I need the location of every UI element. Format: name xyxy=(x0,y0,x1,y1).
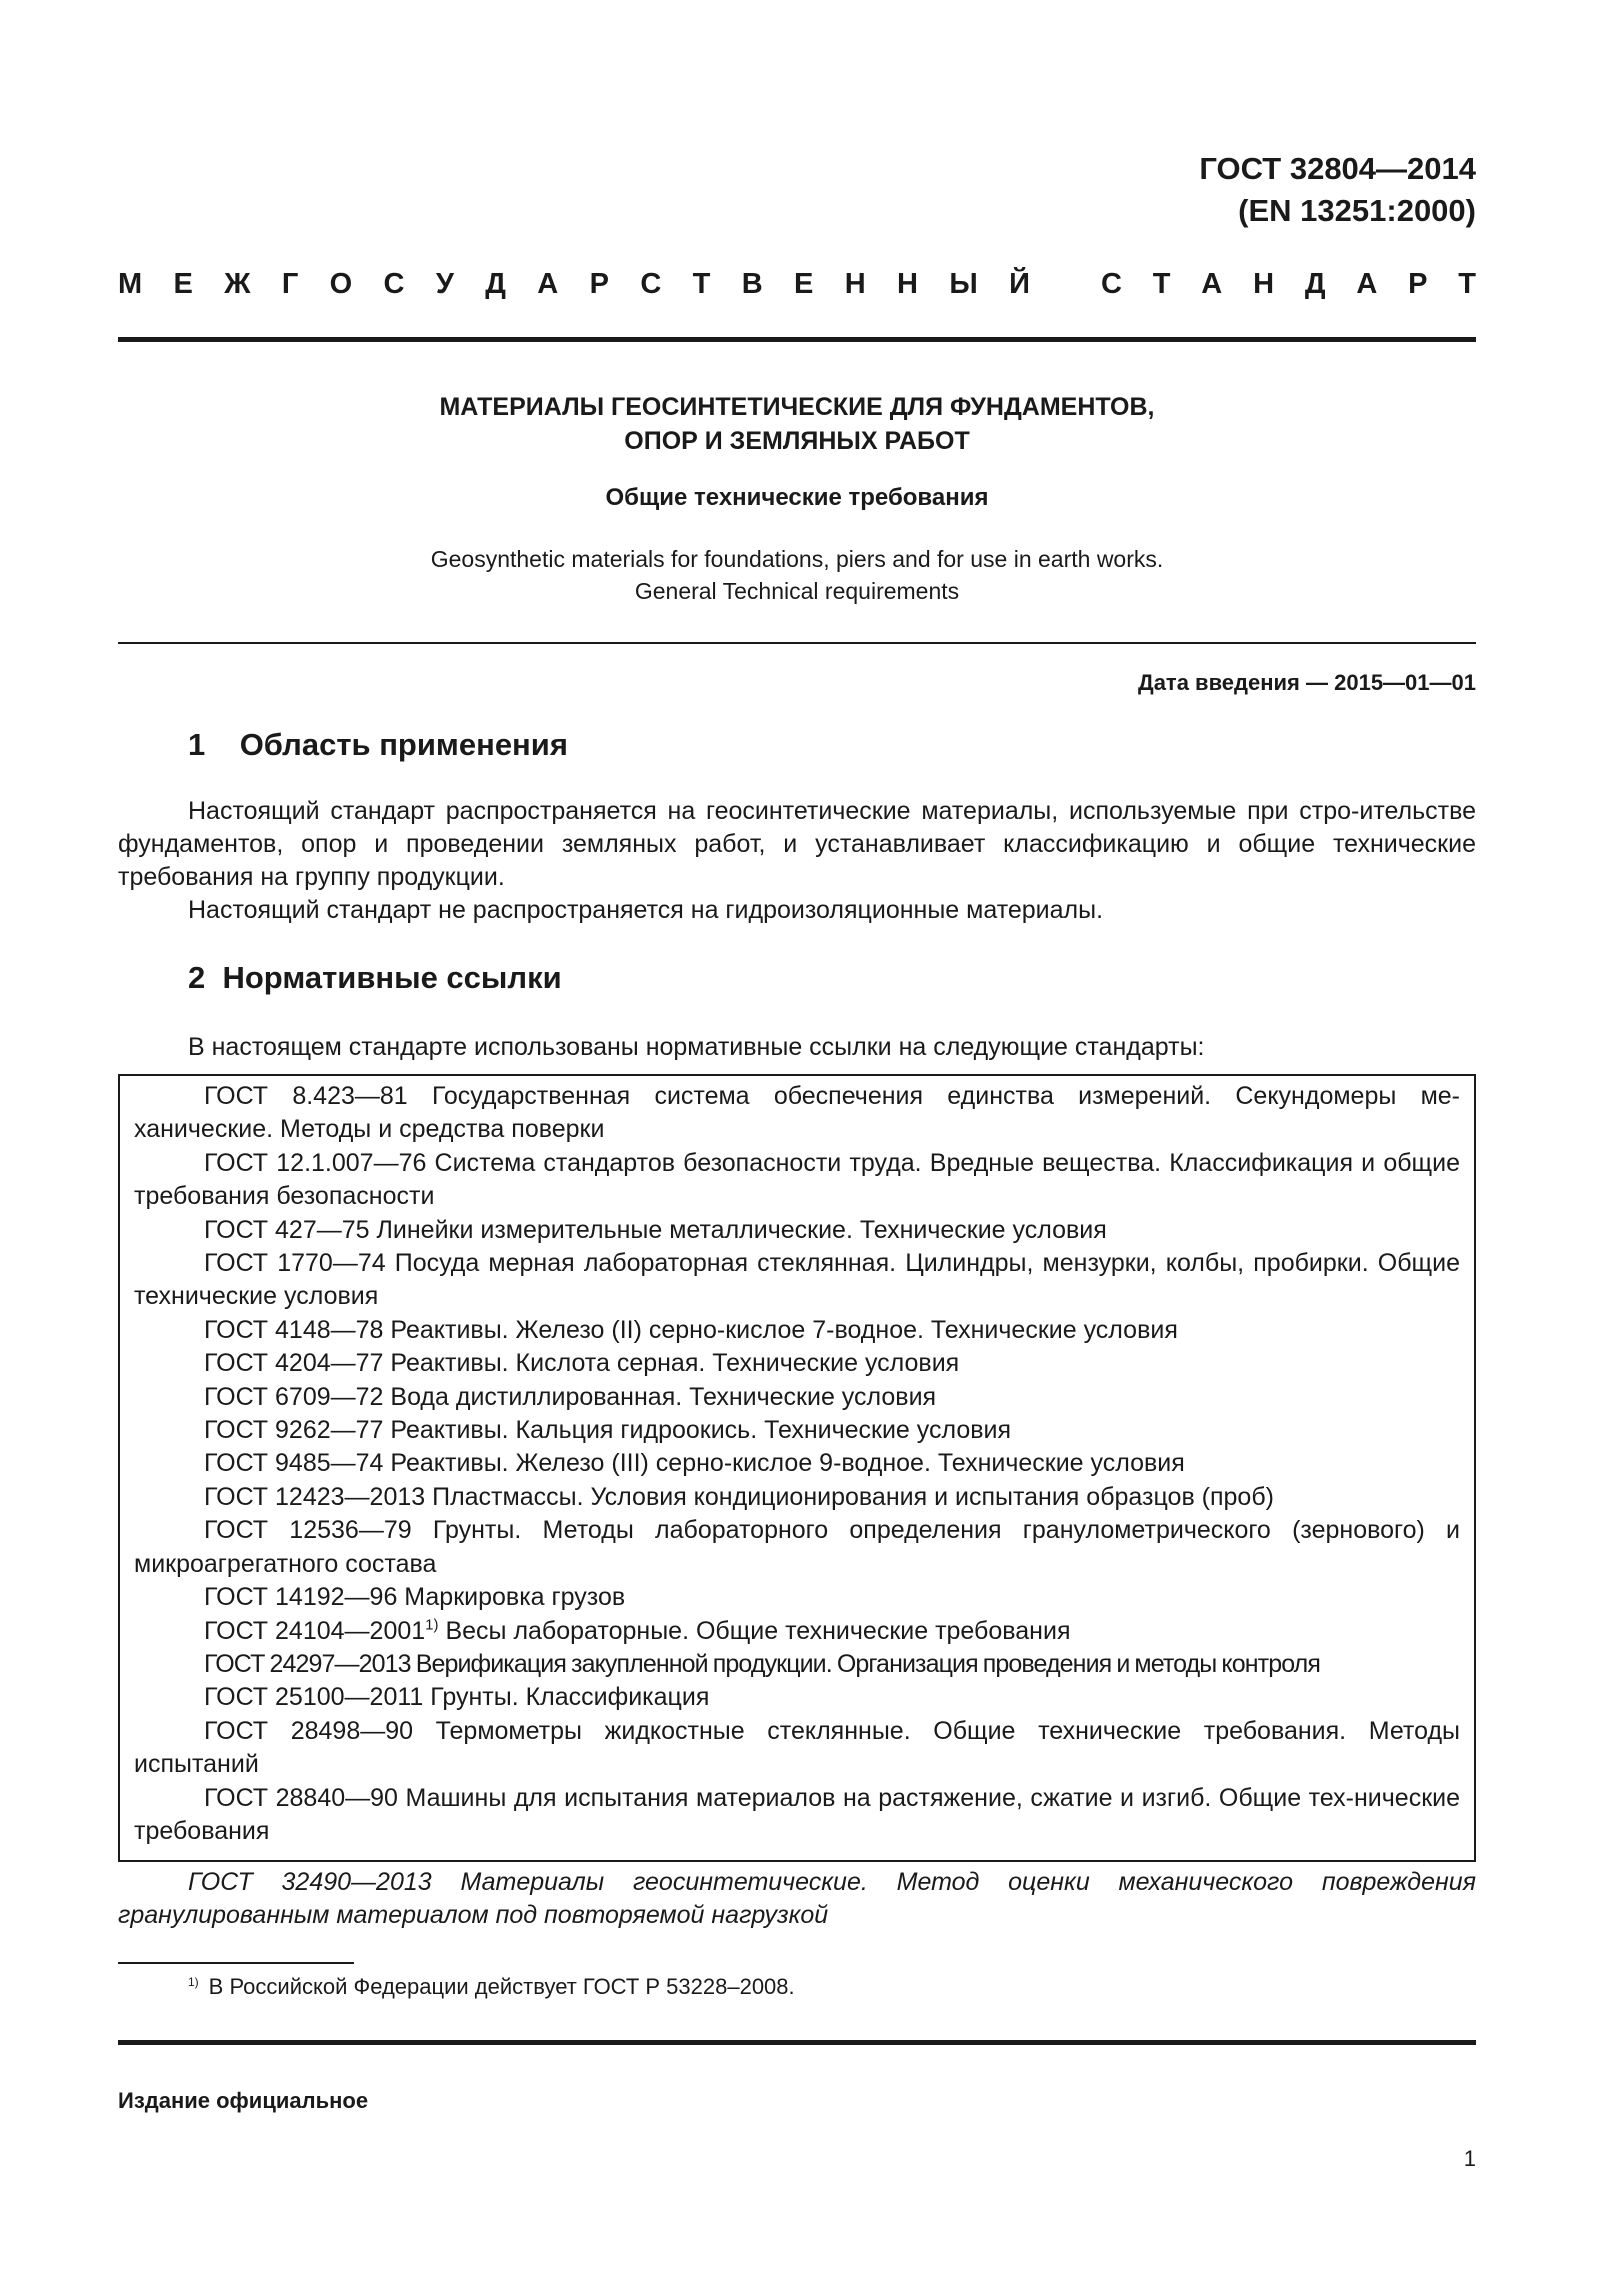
reference-item: ГОСТ 12423—2013 Пластмассы. Условия кондиционирования и испытания образцов (проб) xyxy=(204,1482,1274,1511)
footnote-text: В Российской Федерации действует ГОСТ Р 53228–2008. xyxy=(208,1974,795,1999)
letter: О xyxy=(329,268,353,300)
letter: Т xyxy=(1152,268,1171,300)
footnote-marker: 1) xyxy=(425,1616,439,1634)
letter: Р xyxy=(589,268,609,300)
reference-item: ГОСТ 8.423—81 Государственная система обеспечения единства измерений. Секундомеры ме-ханические. Методы и средства поверки xyxy=(134,1082,1460,1144)
letter: С xyxy=(383,268,405,300)
interstate-word xyxy=(118,268,1030,301)
en-equivalent-code: (EN 13251:2000) xyxy=(1238,193,1476,228)
letter: Г xyxy=(281,268,299,300)
letter: Ж xyxy=(224,268,251,300)
reference-item: ГОСТ 32490—2013 Материалы геосинтетические. Метод оценки механического повреждения гранулированным материалом под повторяемой нагрузкой xyxy=(118,1868,1476,1929)
page-number: 1 xyxy=(1463,2146,1476,2171)
reference-code: ГОСТ 24104—2001 xyxy=(204,1616,426,1645)
header-divider xyxy=(118,337,1476,342)
letter: В xyxy=(741,268,763,300)
footer-divider xyxy=(118,2040,1476,2045)
letter: Й xyxy=(1009,268,1030,300)
title-divider xyxy=(118,642,1476,644)
reference-item: ГОСТ 4148—78 Реактивы. Железо (II) серно-кислое 7-водное. Технические условия xyxy=(204,1315,1178,1344)
document-subtitle: Общие технические требования xyxy=(605,484,989,511)
reference-item: ГОСТ 28840—90 Машины для испытания материалов на растяжение, сжатие и изгиб. Общие тех-нические требования xyxy=(134,1783,1460,1845)
reference-item: ГОСТ 4204—77 Реактивы. Кислота серная. Технические условия xyxy=(204,1349,960,1378)
reference-item: ГОСТ 24297—2013 Верификация закупленной продукции. Организация проведения и методы контроля xyxy=(204,1649,1320,1678)
section-heading-normative-references: 2 Нормативные ссылки xyxy=(188,960,562,995)
footnote xyxy=(188,1974,795,2000)
standard-designation xyxy=(1199,148,1476,232)
english-title-line: Geosynthetic materials for foundations, piers and for use in earth works. xyxy=(430,546,1164,572)
letter: Т xyxy=(692,268,711,300)
reference-item: ГОСТ 9485—74 Реактивы. Железо (III) серно-кислое 9-водное. Технические условия xyxy=(204,1449,1185,1478)
letter: А xyxy=(1201,268,1223,300)
reference-item xyxy=(134,1615,1460,1648)
document-title xyxy=(118,390,1476,458)
reference-item: ГОСТ 12.1.007—76 Система стандартов безопасности труда. Вредные вещества. Классификация и общие требования безопасности xyxy=(134,1148,1460,1211)
letter: С xyxy=(640,268,662,300)
italic-reference xyxy=(118,1866,1476,1932)
letter: А xyxy=(537,268,559,300)
standard-code: ГОСТ 32804—2014 xyxy=(1199,151,1476,186)
reference-item: ГОСТ 1770—74 Посуда мерная лабораторная стеклянная. Цилиндры, мензурки, колбы, пробирки. Общие технические условия xyxy=(134,1249,1460,1311)
letter: Е xyxy=(794,268,814,300)
letter: Р xyxy=(1408,268,1428,300)
references-list-box xyxy=(118,1074,1476,1862)
official-edition-label: Издание официальное xyxy=(118,2088,369,2113)
reference-item: ГОСТ 28498—90 Термометры жидкостные стеклянные. Общие технические требования. Методы испытаний xyxy=(134,1716,1460,1779)
reference-title: Весы лабораторные. Общие технические требования xyxy=(438,1616,1071,1645)
letter: Н xyxy=(897,268,918,300)
reference-item: ГОСТ 12536—79 Грунты. Методы лабораторного определения гранулометрического (зернового) и микроагрегатного состава xyxy=(134,1516,1460,1578)
english-title-line: General Technical requirements xyxy=(634,578,960,604)
paragraph: В настоящем стандарте использованы нормативные ссылки на следующие стандарты: xyxy=(188,1033,1205,1061)
interstate-standard-label xyxy=(118,268,1476,301)
section-heading-scope: 1 Область применения xyxy=(188,727,568,762)
introduction-date: Дата введения — 2015—01—01 xyxy=(1138,670,1476,695)
letter: У xyxy=(435,268,454,300)
letter: Н xyxy=(1253,268,1275,300)
title-line: МАТЕРИАЛЫ ГЕОСИНТЕТИЧЕСКИЕ ДЛЯ ФУНДАМЕНТОВ, xyxy=(439,393,1155,421)
letter: М xyxy=(118,268,143,300)
footnote-separator xyxy=(118,1962,354,1964)
letter: С xyxy=(1101,268,1122,300)
letter: Д xyxy=(1304,268,1326,300)
letter: Д xyxy=(485,268,506,300)
document-page xyxy=(118,0,1476,2283)
letter: Н xyxy=(844,268,866,300)
letter: Т xyxy=(1458,268,1476,300)
letter: Ы xyxy=(949,268,978,300)
letter: Е xyxy=(173,268,193,300)
reference-item: ГОСТ 427—75 Линейки измерительные металлические. Технические условия xyxy=(204,1215,1107,1244)
paragraph: Настоящий стандарт распространяется на геосинтетические материалы, используемые при стро-ительстве фундаментов, опор и проведении земляных работ, и устанавливает классификацию и общие технические требования на группу продукции. xyxy=(118,797,1476,891)
letter: А xyxy=(1356,268,1378,300)
reference-item: ГОСТ 14192—96 Маркировка грузов xyxy=(204,1583,626,1612)
english-title xyxy=(118,543,1476,607)
reference-item: ГОСТ 6709—72 Вода дистиллированная. Технические условия xyxy=(204,1382,937,1411)
reference-item: ГОСТ 25100—2011 Грунты. Классификация xyxy=(204,1683,710,1712)
title-line: ОПОР И ЗЕМЛЯНЫХ РАБОТ xyxy=(624,427,970,455)
standard-word xyxy=(1101,268,1476,301)
paragraph: Настоящий стандарт не распространяется на гидроизоляционные материалы. xyxy=(188,896,1104,924)
footnote-mark: 1) xyxy=(188,1975,199,1989)
section-scope-body xyxy=(118,795,1476,927)
reference-item: ГОСТ 9262—77 Реактивы. Кальция гидроокись. Технические условия xyxy=(204,1416,1012,1445)
references-intro xyxy=(118,1031,1476,1064)
